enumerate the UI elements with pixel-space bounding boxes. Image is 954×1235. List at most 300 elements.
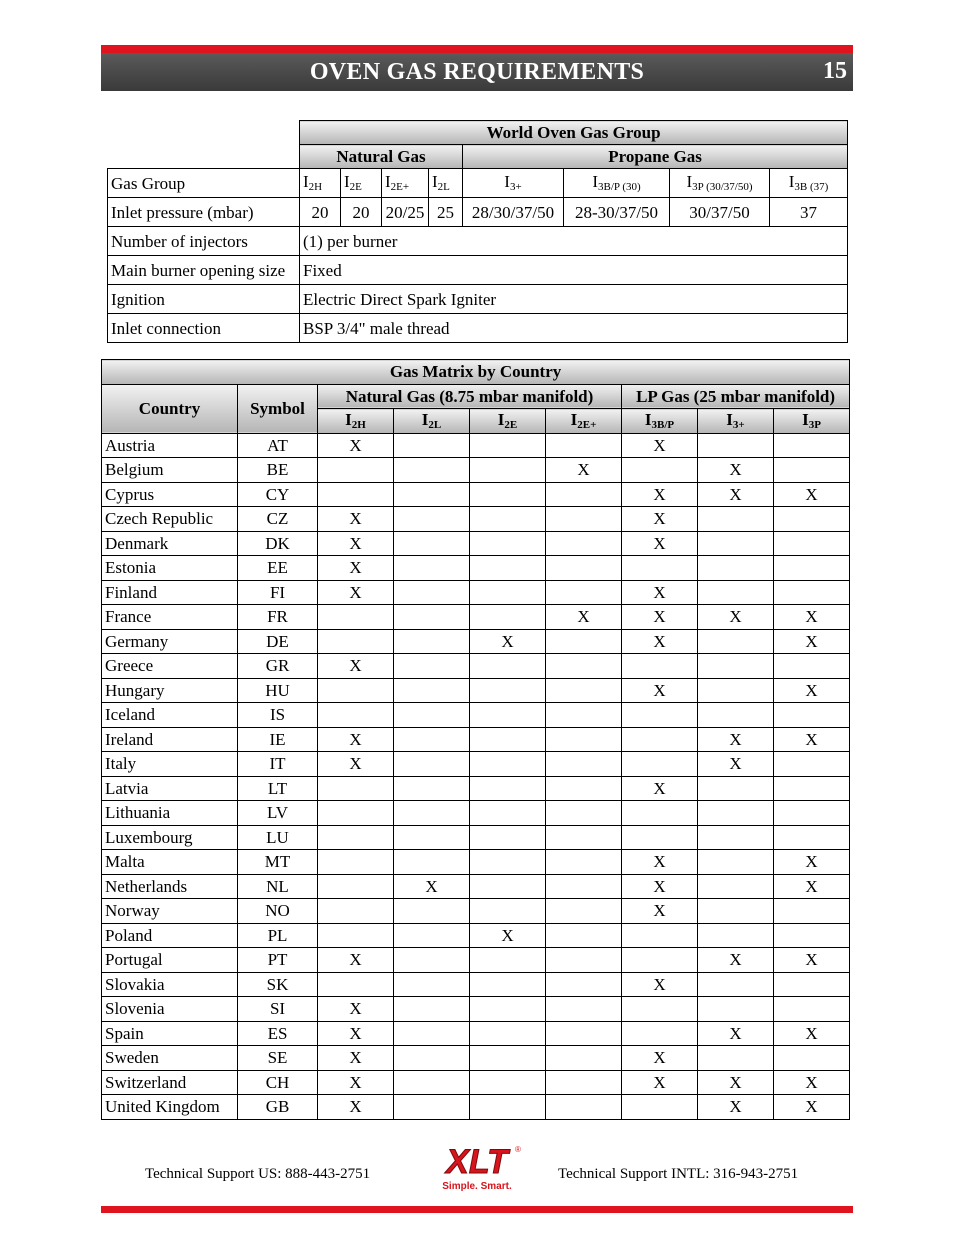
- symbol-cell: IT: [238, 752, 318, 777]
- table-row: [102, 1070, 850, 1095]
- gas-group-cell-sub: 3B/P (30): [597, 181, 641, 193]
- gas-mark-cell: [470, 531, 546, 556]
- propane-gas-header: Propane Gas: [463, 145, 848, 169]
- gas-mark-cell: [470, 605, 546, 630]
- gas-mark-cell: [774, 703, 850, 728]
- gas-mark-cell: [622, 752, 698, 777]
- gas-mark-cell: X: [698, 605, 774, 630]
- gas-mark-cell: [394, 727, 470, 752]
- gas-mark-cell: X: [774, 1021, 850, 1046]
- gas-mark-cell: [546, 825, 622, 850]
- gas-mark-cell: [394, 433, 470, 458]
- gas-column-header-sub: 3+: [732, 418, 745, 431]
- country-cell: Austria: [102, 433, 238, 458]
- gas-mark-cell: [622, 825, 698, 850]
- symbol-cell: HU: [238, 678, 318, 703]
- gas-mark-cell: X: [546, 458, 622, 483]
- gas-mark-cell: [394, 629, 470, 654]
- table-row: [102, 580, 850, 605]
- world-gas-group-table: [107, 120, 848, 343]
- gas-mark-cell: [318, 899, 394, 924]
- top-red-bar: [101, 45, 853, 53]
- gas-mark-cell: X: [622, 531, 698, 556]
- country-cell: Slovakia: [102, 972, 238, 997]
- gas-column-header: [318, 409, 394, 434]
- gas-mark-cell: [470, 752, 546, 777]
- symbol-cell: NL: [238, 874, 318, 899]
- gas-mark-cell: X: [318, 507, 394, 532]
- gas-mark-cell: [470, 801, 546, 826]
- gas-mark-cell: [470, 433, 546, 458]
- gas-mark-cell: [394, 703, 470, 728]
- gas-group-cell-sub: 3P (30/37/50): [692, 181, 753, 193]
- gas-mark-cell: X: [318, 1046, 394, 1071]
- table-row: [102, 703, 850, 728]
- gas-mark-cell: [394, 948, 470, 973]
- inlet-pressure-label: Inlet pressure (mbar): [108, 198, 300, 227]
- gas-mark-cell: X: [546, 605, 622, 630]
- gas-mark-cell: X: [622, 850, 698, 875]
- gas-mark-cell: [622, 948, 698, 973]
- gas-mark-cell: [546, 678, 622, 703]
- country-cell: Netherlands: [102, 874, 238, 899]
- xlt-logo: [425, 1140, 530, 1192]
- country-cell: Luxembourg: [102, 825, 238, 850]
- symbol-cell: EE: [238, 556, 318, 581]
- gas-mark-cell: X: [698, 727, 774, 752]
- injectors-label: Number of injectors: [108, 227, 300, 256]
- gas-mark-cell: [698, 531, 774, 556]
- gas-mark-cell: [622, 727, 698, 752]
- gas-mark-cell: [546, 874, 622, 899]
- gas-mark-cell: [546, 482, 622, 507]
- gas-mark-cell: X: [318, 1021, 394, 1046]
- gas-mark-cell: [394, 899, 470, 924]
- gas-mark-cell: [774, 825, 850, 850]
- symbol-header: Symbol: [238, 384, 318, 433]
- gas-mark-cell: [622, 703, 698, 728]
- gas-mark-cell: [622, 923, 698, 948]
- gas-mark-cell: X: [622, 433, 698, 458]
- table-row: [102, 752, 850, 777]
- gas-mark-cell: [774, 433, 850, 458]
- symbol-cell: LV: [238, 801, 318, 826]
- gas-mark-cell: X: [318, 580, 394, 605]
- symbol-cell: CZ: [238, 507, 318, 532]
- country-cell: Ireland: [102, 727, 238, 752]
- gas-column-header-sub: 2H: [351, 418, 366, 431]
- gas-mark-cell: X: [318, 1070, 394, 1095]
- gas-mark-cell: [470, 727, 546, 752]
- inlet-pressure-cell: 20: [300, 198, 341, 227]
- gas-mark-cell: [394, 1021, 470, 1046]
- symbol-cell: NO: [238, 899, 318, 924]
- gas-mark-cell: [470, 776, 546, 801]
- symbol-cell: GB: [238, 1095, 318, 1120]
- gas-mark-cell: [470, 948, 546, 973]
- gas-mark-cell: [470, 1070, 546, 1095]
- gas-mark-cell: [546, 948, 622, 973]
- support-us: Technical Support US: 888-443-2751: [145, 1166, 371, 1182]
- gas-mark-cell: [318, 605, 394, 630]
- gas-mark-cell: [318, 678, 394, 703]
- symbol-cell: DK: [238, 531, 318, 556]
- gas-mark-cell: [546, 997, 622, 1022]
- gas-mark-cell: [470, 997, 546, 1022]
- country-cell: Malta: [102, 850, 238, 875]
- gas-mark-cell: [546, 654, 622, 679]
- gas-mark-cell: [698, 972, 774, 997]
- gas-mark-cell: X: [622, 776, 698, 801]
- gas-mark-cell: X: [470, 629, 546, 654]
- gas-mark-cell: [318, 801, 394, 826]
- table-row: [102, 556, 850, 581]
- support-intl: Technical Support INTL: 316-943-2751: [558, 1166, 799, 1182]
- gas-group-cell: [429, 169, 463, 198]
- gas-mark-cell: [546, 433, 622, 458]
- ignition-value: Electric Direct Spark Igniter: [300, 285, 848, 314]
- table-row: [102, 874, 850, 899]
- gas-mark-cell: X: [622, 507, 698, 532]
- inlet-pressure-cell: 20: [341, 198, 382, 227]
- burner-opening-label: Main burner opening size: [108, 256, 300, 285]
- gas-mark-cell: X: [318, 727, 394, 752]
- gas-mark-cell: [470, 972, 546, 997]
- gas-mark-cell: X: [698, 752, 774, 777]
- symbol-cell: DE: [238, 629, 318, 654]
- gas-mark-cell: [318, 972, 394, 997]
- gas-mark-cell: [622, 801, 698, 826]
- gas-mark-cell: [394, 801, 470, 826]
- inlet-pressure-cell: 28-30/37/50: [564, 198, 670, 227]
- country-cell: Hungary: [102, 678, 238, 703]
- gas-group-cell-base: I: [303, 172, 309, 191]
- gas-mark-cell: [546, 727, 622, 752]
- gas-group-cell: [670, 169, 770, 198]
- gas-mark-cell: [622, 1095, 698, 1120]
- gas-mark-cell: [394, 1046, 470, 1071]
- gas-mark-cell: [698, 703, 774, 728]
- gas-mark-cell: [394, 654, 470, 679]
- gas-mark-cell: [698, 997, 774, 1022]
- gas-group-cell-base: I: [385, 172, 391, 191]
- gas-mark-cell: [546, 629, 622, 654]
- gas-mark-cell: [394, 1070, 470, 1095]
- table-row: [102, 433, 850, 458]
- gas-column-header-base: I: [726, 409, 733, 429]
- symbol-cell: IS: [238, 703, 318, 728]
- country-cell: Germany: [102, 629, 238, 654]
- gas-mark-cell: [698, 874, 774, 899]
- table-row: [102, 654, 850, 679]
- gas-column-header-base: I: [421, 409, 429, 429]
- gas-mark-cell: [318, 850, 394, 875]
- gas-mark-cell: [774, 923, 850, 948]
- gas-mark-cell: X: [774, 727, 850, 752]
- gas-mark-cell: X: [774, 482, 850, 507]
- table-row: [102, 997, 850, 1022]
- gas-mark-cell: [394, 997, 470, 1022]
- gas-mark-cell: X: [698, 1070, 774, 1095]
- gas-column-header: [546, 409, 622, 434]
- gas-mark-cell: [546, 1070, 622, 1095]
- country-cell: Iceland: [102, 703, 238, 728]
- gas-column-header: [622, 409, 698, 434]
- gas-mark-cell: [546, 1021, 622, 1046]
- country-cell: Czech Republic: [102, 507, 238, 532]
- country-cell: Greece: [102, 654, 238, 679]
- table-row: [102, 1095, 850, 1120]
- table-row: [102, 678, 850, 703]
- table-row: [102, 948, 850, 973]
- gas-mark-cell: X: [774, 850, 850, 875]
- xlt-logo-reg: ®: [515, 1145, 521, 1154]
- gas-mark-cell: [698, 899, 774, 924]
- gas-mark-cell: [394, 556, 470, 581]
- gas-mark-cell: [698, 801, 774, 826]
- gas-mark-cell: [546, 703, 622, 728]
- gas-mark-cell: X: [622, 580, 698, 605]
- table-row: [102, 801, 850, 826]
- symbol-cell: PT: [238, 948, 318, 973]
- gas-mark-cell: X: [318, 752, 394, 777]
- symbol-cell: SE: [238, 1046, 318, 1071]
- page-header: [101, 53, 853, 91]
- gas-mark-cell: [470, 458, 546, 483]
- gas-column-header: [698, 409, 774, 434]
- country-cell: Norway: [102, 899, 238, 924]
- gas-mark-cell: X: [318, 433, 394, 458]
- gas-group-cell: [341, 169, 382, 198]
- gas-mark-cell: [698, 654, 774, 679]
- gas-mark-cell: X: [318, 948, 394, 973]
- table-row: [102, 605, 850, 630]
- gas-mark-cell: [318, 825, 394, 850]
- gas-mark-cell: [470, 1021, 546, 1046]
- gas-mark-cell: [622, 458, 698, 483]
- gas-mark-cell: [546, 1046, 622, 1071]
- gas-column-header: [774, 409, 850, 434]
- gas-mark-cell: [622, 556, 698, 581]
- symbol-cell: MT: [238, 850, 318, 875]
- table-row: [102, 972, 850, 997]
- gas-mark-cell: [774, 899, 850, 924]
- gas-group-cell-base: I: [592, 172, 598, 191]
- gas-column-header-base: I: [345, 409, 352, 429]
- gas-mark-cell: [622, 1021, 698, 1046]
- table-row: [102, 507, 850, 532]
- gas-group-cell: [382, 169, 429, 198]
- country-cell: Cyprus: [102, 482, 238, 507]
- gas-mark-cell: [622, 997, 698, 1022]
- symbol-cell: AT: [238, 433, 318, 458]
- gas-mark-cell: [470, 482, 546, 507]
- gas-group-cell-base: I: [686, 172, 693, 191]
- gas-mark-cell: [698, 556, 774, 581]
- country-cell: Slovenia: [102, 997, 238, 1022]
- gas-mark-cell: [470, 556, 546, 581]
- gas-mark-cell: [394, 850, 470, 875]
- table-row: [102, 776, 850, 801]
- gas-mark-cell: X: [774, 1095, 850, 1120]
- injectors-value: (1) per burner: [300, 227, 848, 256]
- gas-mark-cell: X: [698, 458, 774, 483]
- gas-mark-cell: X: [622, 482, 698, 507]
- ignition-label: Ignition: [108, 285, 300, 314]
- gas-mark-cell: [470, 678, 546, 703]
- country-cell: Lithuania: [102, 801, 238, 826]
- country-cell: Estonia: [102, 556, 238, 581]
- world-gas-group-header: World Oven Gas Group: [300, 121, 848, 145]
- gas-column-header: [394, 409, 470, 434]
- symbol-cell: LT: [238, 776, 318, 801]
- gas-mark-cell: X: [774, 948, 850, 973]
- gas-mark-cell: X: [470, 923, 546, 948]
- gas-group-cell: [300, 169, 341, 198]
- gas-mark-cell: X: [774, 1070, 850, 1095]
- table-row: [102, 1046, 850, 1071]
- gas-column-header-sub: 3B/P: [651, 418, 675, 431]
- gas-mark-cell: [394, 776, 470, 801]
- gas-mark-cell: [470, 654, 546, 679]
- gas-mark-cell: [470, 825, 546, 850]
- inlet-connection-value: BSP 3/4" male thread: [300, 314, 848, 343]
- gas-mark-cell: [318, 776, 394, 801]
- inlet-pressure-cell: 25: [429, 198, 463, 227]
- gas-mark-cell: X: [318, 531, 394, 556]
- gas-mark-cell: X: [622, 874, 698, 899]
- inlet-pressure-cell: 30/37/50: [670, 198, 770, 227]
- gas-mark-cell: [774, 531, 850, 556]
- gas-mark-cell: [774, 752, 850, 777]
- gas-mark-cell: X: [622, 605, 698, 630]
- xlt-logo-graphic: [425, 1140, 530, 1192]
- gas-group-cell-base: I: [344, 172, 350, 191]
- country-cell: Belgium: [102, 458, 238, 483]
- country-cell: Denmark: [102, 531, 238, 556]
- gas-group-cell-base: I: [504, 172, 510, 191]
- gas-mark-cell: X: [622, 1046, 698, 1071]
- gas-mark-cell: [774, 997, 850, 1022]
- gas-mark-cell: [546, 752, 622, 777]
- table-row: [102, 923, 850, 948]
- gas-mark-cell: [394, 825, 470, 850]
- gas-column-header-base: I: [570, 409, 578, 429]
- gas-group-cell: [770, 169, 848, 198]
- gas-mark-cell: X: [394, 874, 470, 899]
- country-cell: Poland: [102, 923, 238, 948]
- gas-mark-cell: [698, 629, 774, 654]
- gas-mark-cell: [318, 703, 394, 728]
- inlet-pressure-cell: 28/30/37/50: [463, 198, 564, 227]
- gas-mark-cell: [318, 629, 394, 654]
- gas-column-header-sub: 3P: [808, 418, 821, 431]
- gas-mark-cell: [774, 1046, 850, 1071]
- gas-mark-cell: [698, 507, 774, 532]
- country-cell: Sweden: [102, 1046, 238, 1071]
- gas-mark-cell: X: [622, 899, 698, 924]
- inlet-pressure-cell: 20/25: [382, 198, 429, 227]
- inlet-connection-label: Inlet connection: [108, 314, 300, 343]
- table-row: [102, 629, 850, 654]
- gas-mark-cell: [470, 850, 546, 875]
- gas-mark-cell: [546, 531, 622, 556]
- gas-column-header-sub: 2L: [428, 418, 442, 431]
- gas-column-header-base: I: [802, 409, 809, 429]
- gas-mark-cell: [774, 801, 850, 826]
- gas-mark-cell: [622, 654, 698, 679]
- table-row: [102, 825, 850, 850]
- gas-mark-cell: [318, 482, 394, 507]
- natural-gas-group-header: Natural Gas (8.75 mbar manifold): [318, 384, 622, 409]
- gas-mark-cell: [546, 850, 622, 875]
- gas-mark-cell: [394, 580, 470, 605]
- page-title: OVEN GAS REQUIREMENTS: [309, 59, 645, 85]
- inlet-pressure-cell: 37: [770, 198, 848, 227]
- gas-mark-cell: [394, 605, 470, 630]
- symbol-cell: CH: [238, 1070, 318, 1095]
- gas-group-cell-base: I: [788, 172, 795, 191]
- gas-mark-cell: X: [774, 629, 850, 654]
- gas-mark-cell: [394, 923, 470, 948]
- gas-mark-cell: [318, 923, 394, 948]
- symbol-cell: LU: [238, 825, 318, 850]
- country-cell: Portugal: [102, 948, 238, 973]
- gas-mark-cell: [546, 923, 622, 948]
- gas-group-label: Gas Group: [108, 169, 300, 198]
- table-row: [102, 458, 850, 483]
- burner-opening-value: Fixed: [300, 256, 848, 285]
- gas-mark-cell: [394, 1095, 470, 1120]
- symbol-cell: BE: [238, 458, 318, 483]
- gas-mark-cell: X: [774, 678, 850, 703]
- gas-mark-cell: [698, 850, 774, 875]
- gas-matrix-title: Gas Matrix by Country: [102, 360, 850, 385]
- gas-group-cell-sub: 2E+: [390, 181, 410, 193]
- gas-mark-cell: [774, 556, 850, 581]
- table-row: [102, 850, 850, 875]
- country-cell: Spain: [102, 1021, 238, 1046]
- gas-mark-cell: [470, 507, 546, 532]
- gas-mark-cell: [394, 531, 470, 556]
- table-row: [102, 727, 850, 752]
- gas-mark-cell: [394, 752, 470, 777]
- symbol-cell: CY: [238, 482, 318, 507]
- gas-mark-cell: [470, 580, 546, 605]
- gas-mark-cell: X: [774, 874, 850, 899]
- gas-mark-cell: X: [318, 997, 394, 1022]
- symbol-cell: SK: [238, 972, 318, 997]
- country-cell: Latvia: [102, 776, 238, 801]
- gas-group-cell-sub: 3+: [509, 181, 522, 193]
- gas-mark-cell: X: [774, 605, 850, 630]
- gas-mark-cell: [698, 923, 774, 948]
- symbol-cell: GR: [238, 654, 318, 679]
- country-cell: France: [102, 605, 238, 630]
- gas-column-header-sub: 2E+: [577, 418, 597, 431]
- gas-mark-cell: X: [318, 1095, 394, 1120]
- symbol-cell: ES: [238, 1021, 318, 1046]
- gas-mark-cell: [546, 507, 622, 532]
- gas-mark-cell: [394, 507, 470, 532]
- gas-mark-cell: [774, 458, 850, 483]
- page-number: 15: [823, 58, 847, 84]
- symbol-cell: SI: [238, 997, 318, 1022]
- gas-mark-cell: X: [698, 1095, 774, 1120]
- lp-gas-group-header: LP Gas (25 mbar manifold): [622, 384, 850, 409]
- gas-mark-cell: [394, 678, 470, 703]
- gas-group-cell: [564, 169, 670, 198]
